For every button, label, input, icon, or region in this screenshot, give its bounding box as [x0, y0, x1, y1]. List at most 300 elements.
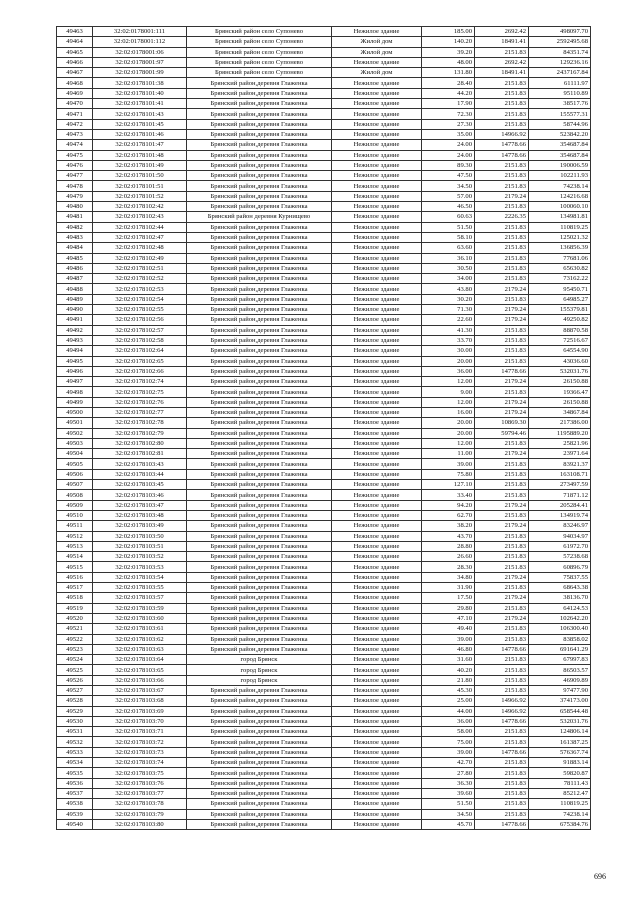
- area-cell: 33.40: [422, 490, 475, 500]
- row-number: 49528: [57, 696, 93, 706]
- cadastral-number-cell: 32:02:0178102:52: [93, 274, 187, 284]
- table-row: [57, 140, 591, 150]
- table-row: [57, 428, 591, 438]
- cadastral-value-cell: 675384.76: [529, 819, 591, 829]
- area-cell: 26.60: [422, 552, 475, 562]
- unit-price-cell: 2151.83: [475, 294, 529, 304]
- address-cell: Брянский район,деревня Глаженка: [187, 603, 332, 613]
- address-cell: Брянский район,деревня Глаженка: [187, 191, 332, 201]
- object-type-cell: Нежилое здание: [332, 541, 422, 551]
- table-row: [57, 253, 591, 263]
- area-cell: 34.50: [422, 181, 475, 191]
- cadastral-value-cell: 95110.89: [529, 88, 591, 98]
- unit-price-cell: 14966.92: [475, 706, 529, 716]
- register-table: [56, 26, 591, 830]
- unit-price-cell: 2151.83: [475, 727, 529, 737]
- row-number: 49498: [57, 387, 93, 397]
- address-cell: Брянский район,деревня Глаженка: [187, 613, 332, 623]
- object-type-cell: Нежилое здание: [332, 809, 422, 819]
- area-cell: 94.20: [422, 500, 475, 510]
- cadastral-number-cell: 32:02:0178103:71: [93, 727, 187, 737]
- row-number: 49524: [57, 655, 93, 665]
- row-number: 49511: [57, 521, 93, 531]
- cadastral-number-cell: 32:02:0178102:53: [93, 284, 187, 294]
- address-cell: Брянский район,деревня Глаженка: [187, 541, 332, 551]
- area-cell: 12.00: [422, 397, 475, 407]
- unit-price-cell: 18491.41: [475, 68, 529, 78]
- object-type-cell: Нежилое здание: [332, 490, 422, 500]
- area-cell: 21.80: [422, 675, 475, 685]
- cadastral-value-cell: 1195889.20: [529, 428, 591, 438]
- row-number: 49539: [57, 809, 93, 819]
- unit-price-cell: 2151.83: [475, 665, 529, 675]
- cadastral-value-cell: 374173.00: [529, 696, 591, 706]
- area-cell: 58.10: [422, 232, 475, 242]
- address-cell: Брянский район,деревня Глаженка: [187, 315, 332, 325]
- cadastral-number-cell: 32:02:0178103:61: [93, 624, 187, 634]
- unit-price-cell: 2151.83: [475, 356, 529, 366]
- cadastral-number-cell: 32:02:0178001:111: [93, 27, 187, 37]
- row-number: 49483: [57, 232, 93, 242]
- object-type-cell: Нежилое здание: [332, 222, 422, 232]
- row-number: 49505: [57, 459, 93, 469]
- address-cell: Брянский район,деревня Глаженка: [187, 758, 332, 768]
- area-cell: 25.00: [422, 696, 475, 706]
- cadastral-value-cell: 85212.47: [529, 788, 591, 798]
- row-number: 49490: [57, 305, 93, 315]
- row-number: 49489: [57, 294, 93, 304]
- table-row: [57, 438, 591, 448]
- cadastral-value-cell: 102211.93: [529, 171, 591, 181]
- address-cell: Брянский район,деревня Глаженка: [187, 644, 332, 654]
- cadastral-value-cell: 163108.71: [529, 469, 591, 479]
- cadastral-number-cell: 32:02:0178103:67: [93, 686, 187, 696]
- area-cell: 39.60: [422, 788, 475, 798]
- address-cell: Брянский район,деревня Глаженка: [187, 99, 332, 109]
- object-type-cell: Нежилое здание: [332, 346, 422, 356]
- cadastral-number-cell: 32:02:0178102:47: [93, 232, 187, 242]
- cadastral-number-cell: 32:02:0178101:43: [93, 109, 187, 119]
- cadastral-value-cell: 95450.71: [529, 284, 591, 294]
- unit-price-cell: 2692.42: [475, 57, 529, 67]
- address-cell: Брянский район,деревня Глаженка: [187, 768, 332, 778]
- cadastral-value-cell: 125021.32: [529, 232, 591, 242]
- cadastral-number-cell: 32:02:0178102:57: [93, 325, 187, 335]
- area-cell: 27.80: [422, 768, 475, 778]
- unit-price-cell: 2179.24: [475, 613, 529, 623]
- row-number: 49471: [57, 109, 93, 119]
- unit-price-cell: 2151.83: [475, 274, 529, 284]
- area-cell: 58.00: [422, 727, 475, 737]
- object-type-cell: Нежилое здание: [332, 655, 422, 665]
- cadastral-value-cell: 124806.14: [529, 727, 591, 737]
- cadastral-value-cell: 110819.25: [529, 222, 591, 232]
- unit-price-cell: 2151.83: [475, 325, 529, 335]
- object-type-cell: Нежилое здание: [332, 263, 422, 273]
- address-cell: Брянский район,деревня Глаженка: [187, 500, 332, 510]
- unit-price-cell: 2151.83: [475, 799, 529, 809]
- object-type-cell: Нежилое здание: [332, 191, 422, 201]
- cadastral-number-cell: 32:02:0178102:65: [93, 356, 187, 366]
- row-number: 49470: [57, 99, 93, 109]
- area-cell: 27.30: [422, 119, 475, 129]
- unit-price-cell: 2151.83: [475, 119, 529, 129]
- area-cell: 131.80: [422, 68, 475, 78]
- address-cell: Брянский район,деревня Глаженка: [187, 583, 332, 593]
- area-cell: 127.10: [422, 480, 475, 490]
- table-row: [57, 727, 591, 737]
- cadastral-value-cell: 691641.29: [529, 644, 591, 654]
- cadastral-value-cell: 86503.57: [529, 665, 591, 675]
- unit-price-cell: 2151.83: [475, 387, 529, 397]
- cadastral-number-cell: 32:02:0178103:47: [93, 500, 187, 510]
- cadastral-number-cell: 32:02:0178102:51: [93, 263, 187, 273]
- area-cell: 51.50: [422, 222, 475, 232]
- object-type-cell: Нежилое здание: [332, 778, 422, 788]
- row-number: 49525: [57, 665, 93, 675]
- table-row: [57, 459, 591, 469]
- cadastral-number-cell: 32:02:0178102:78: [93, 418, 187, 428]
- unit-price-cell: 2179.24: [475, 315, 529, 325]
- object-type-cell: Нежилое здание: [332, 171, 422, 181]
- table-row: [57, 232, 591, 242]
- object-type-cell: Нежилое здание: [332, 57, 422, 67]
- cadastral-number-cell: 32:02:0178103:64: [93, 655, 187, 665]
- object-type-cell: Нежилое здание: [332, 675, 422, 685]
- row-number: 49536: [57, 778, 93, 788]
- table-row: [57, 47, 591, 57]
- row-number: 49537: [57, 788, 93, 798]
- unit-price-cell: 2151.83: [475, 583, 529, 593]
- unit-price-cell: 14778.66: [475, 366, 529, 376]
- address-cell: Брянский район,деревня Глаженка: [187, 819, 332, 829]
- cadastral-number-cell: 32:02:0178102:56: [93, 315, 187, 325]
- address-cell: Брянский район село Супонево: [187, 57, 332, 67]
- object-type-cell: Нежилое здание: [332, 129, 422, 139]
- cadastral-value-cell: 354687.84: [529, 150, 591, 160]
- cadastral-value-cell: 190006.59: [529, 160, 591, 170]
- table-row: [57, 747, 591, 757]
- cadastral-number-cell: 32:02:0178103:43: [93, 459, 187, 469]
- unit-price-cell: 2151.83: [475, 809, 529, 819]
- cadastral-number-cell: 32:02:0178102:58: [93, 335, 187, 345]
- table-row: [57, 407, 591, 417]
- address-cell: Брянский район,деревня Глаженка: [187, 119, 332, 129]
- table-row: [57, 799, 591, 809]
- object-type-cell: Нежилое здание: [332, 500, 422, 510]
- table-row: [57, 716, 591, 726]
- row-number: 49464: [57, 37, 93, 47]
- cadastral-number-cell: 32:02:0178101:50: [93, 171, 187, 181]
- row-number: 49512: [57, 531, 93, 541]
- address-cell: Брянский район,деревня Глаженка: [187, 686, 332, 696]
- area-cell: 46.50: [422, 202, 475, 212]
- unit-price-cell: 14778.66: [475, 716, 529, 726]
- address-cell: Брянский район село Супонево: [187, 47, 332, 57]
- object-type-cell: Нежилое здание: [332, 469, 422, 479]
- object-type-cell: Нежилое здание: [332, 459, 422, 469]
- cadastral-value-cell: 84351.74: [529, 47, 591, 57]
- object-type-cell: Нежилое здание: [332, 716, 422, 726]
- unit-price-cell: 2151.83: [475, 675, 529, 685]
- area-cell: 185.00: [422, 27, 475, 37]
- object-type-cell: Нежилое здание: [332, 737, 422, 747]
- unit-price-cell: 2151.83: [475, 603, 529, 613]
- cadastral-number-cell: 32:02:0178103:76: [93, 778, 187, 788]
- address-cell: Брянский район,деревня Глаженка: [187, 696, 332, 706]
- table-row: [57, 27, 591, 37]
- area-cell: 51.50: [422, 799, 475, 809]
- row-number: 49501: [57, 418, 93, 428]
- area-cell: 38.20: [422, 521, 475, 531]
- address-cell: Брянский район,деревня Глаженка: [187, 521, 332, 531]
- table-row: [57, 387, 591, 397]
- address-cell: Брянский район,деревня Глаженка: [187, 232, 332, 242]
- area-cell: 30.20: [422, 294, 475, 304]
- unit-price-cell: 2151.83: [475, 490, 529, 500]
- table-row: [57, 212, 591, 222]
- table-row: [57, 366, 591, 376]
- cadastral-value-cell: 136856.39: [529, 243, 591, 253]
- object-type-cell: Жилой дом: [332, 47, 422, 57]
- address-cell: Брянский район,деревня Глаженка: [187, 634, 332, 644]
- table-row: [57, 562, 591, 572]
- object-type-cell: Нежилое здание: [332, 140, 422, 150]
- cadastral-number-cell: 32:02:0178103:46: [93, 490, 187, 500]
- object-type-cell: Нежилое здание: [332, 449, 422, 459]
- address-cell: Брянский район,деревня Глаженка: [187, 459, 332, 469]
- address-cell: Брянский район,деревня Глаженка: [187, 809, 332, 819]
- object-type-cell: Нежилое здание: [332, 572, 422, 582]
- row-number: 49467: [57, 68, 93, 78]
- row-number: 49509: [57, 500, 93, 510]
- object-type-cell: Нежилое здание: [332, 253, 422, 263]
- address-cell: Брянский район,деревня Глаженка: [187, 243, 332, 253]
- row-number: 49518: [57, 593, 93, 603]
- cadastral-value-cell: 46909.89: [529, 675, 591, 685]
- address-cell: Брянский район,деревня Глаженка: [187, 799, 332, 809]
- area-cell: 22.60: [422, 315, 475, 325]
- object-type-cell: Нежилое здание: [332, 202, 422, 212]
- cadastral-number-cell: 32:02:0178103:44: [93, 469, 187, 479]
- cadastral-number-cell: 32:02:0178103:57: [93, 593, 187, 603]
- row-number: 49503: [57, 438, 93, 448]
- address-cell: город Брянск: [187, 655, 332, 665]
- table-row: [57, 305, 591, 315]
- object-type-cell: Нежилое здание: [332, 562, 422, 572]
- row-number: 49469: [57, 88, 93, 98]
- unit-price-cell: 2151.83: [475, 459, 529, 469]
- area-cell: 45.30: [422, 686, 475, 696]
- object-type-cell: Нежилое здание: [332, 665, 422, 675]
- cadastral-value-cell: 273497.59: [529, 480, 591, 490]
- unit-price-cell: 14778.66: [475, 140, 529, 150]
- cadastral-number-cell: 32:02:0178101:46: [93, 129, 187, 139]
- row-number: 49496: [57, 366, 93, 376]
- cadastral-number-cell: 32:02:0178102:42: [93, 202, 187, 212]
- row-number: 49473: [57, 129, 93, 139]
- cadastral-number-cell: 32:02:0178103:69: [93, 706, 187, 716]
- address-cell: Брянский район,деревня Глаженка: [187, 418, 332, 428]
- address-cell: Брянский район,деревня Глаженка: [187, 305, 332, 315]
- row-number: 49487: [57, 274, 93, 284]
- cadastral-value-cell: 25821.96: [529, 438, 591, 448]
- row-number: 49478: [57, 181, 93, 191]
- area-cell: 89.30: [422, 160, 475, 170]
- unit-price-cell: 2179.24: [475, 449, 529, 459]
- cadastral-value-cell: 57238.68: [529, 552, 591, 562]
- table-row: [57, 109, 591, 119]
- cadastral-number-cell: 32:02:0178102:48: [93, 243, 187, 253]
- table-row: [57, 809, 591, 819]
- unit-price-cell: 2151.83: [475, 88, 529, 98]
- row-number: 49463: [57, 27, 93, 37]
- table-row: [57, 778, 591, 788]
- area-cell: 39.00: [422, 459, 475, 469]
- address-cell: Брянский район,деревня Глаженка: [187, 480, 332, 490]
- area-cell: 20.00: [422, 356, 475, 366]
- address-cell: Брянский район,деревня Глаженка: [187, 469, 332, 479]
- table-row: [57, 274, 591, 284]
- unit-price-cell: 2151.83: [475, 109, 529, 119]
- cadastral-value-cell: 124216.68: [529, 191, 591, 201]
- table-row: [57, 469, 591, 479]
- unit-price-cell: 14966.92: [475, 129, 529, 139]
- cadastral-value-cell: 88870.58: [529, 325, 591, 335]
- unit-price-cell: 14778.66: [475, 819, 529, 829]
- table-row: [57, 510, 591, 520]
- address-cell: Брянский район,деревня Глаженка: [187, 202, 332, 212]
- object-type-cell: Нежилое здание: [332, 603, 422, 613]
- cadastral-value-cell: 61972.70: [529, 541, 591, 551]
- area-cell: 33.70: [422, 335, 475, 345]
- cadastral-number-cell: 32:02:0178103:55: [93, 583, 187, 593]
- address-cell: Брянский район,деревня Глаженка: [187, 562, 332, 572]
- area-cell: 39.20: [422, 47, 475, 57]
- unit-price-cell: 2179.24: [475, 500, 529, 510]
- address-cell: Брянский район,деревня Глаженка: [187, 747, 332, 757]
- object-type-cell: Нежилое здание: [332, 613, 422, 623]
- cadastral-number-cell: 32:02:0178103:53: [93, 562, 187, 572]
- cadastral-number-cell: 32:02:0178102:81: [93, 449, 187, 459]
- area-cell: 71.30: [422, 305, 475, 315]
- table-row: [57, 88, 591, 98]
- object-type-cell: Нежилое здание: [332, 387, 422, 397]
- table-row: [57, 665, 591, 675]
- row-number: 49468: [57, 78, 93, 88]
- table-row: [57, 356, 591, 366]
- cadastral-number-cell: 32:02:0178102:43: [93, 212, 187, 222]
- area-cell: 20.00: [422, 428, 475, 438]
- unit-price-cell: 2151.83: [475, 758, 529, 768]
- table-row: [57, 243, 591, 253]
- row-number: 49523: [57, 644, 93, 654]
- cadastral-value-cell: 64985.27: [529, 294, 591, 304]
- object-type-cell: Нежилое здание: [332, 232, 422, 242]
- unit-price-cell: 2151.83: [475, 171, 529, 181]
- object-type-cell: Нежилое здание: [332, 583, 422, 593]
- cadastral-number-cell: 32:02:0178102:74: [93, 377, 187, 387]
- area-cell: 30.50: [422, 263, 475, 273]
- address-cell: Брянский район,деревня Глаженка: [187, 716, 332, 726]
- cadastral-number-cell: 32:02:0178102:77: [93, 407, 187, 417]
- object-type-cell: Нежилое здание: [332, 727, 422, 737]
- cadastral-value-cell: 83246.97: [529, 521, 591, 531]
- object-type-cell: Нежилое здание: [332, 356, 422, 366]
- row-number: 49476: [57, 160, 93, 170]
- object-type-cell: Нежилое здание: [332, 315, 422, 325]
- area-cell: 28.40: [422, 78, 475, 88]
- address-cell: Брянский район,деревня Глаженка: [187, 397, 332, 407]
- row-number: 49486: [57, 263, 93, 273]
- cadastral-number-cell: 32:02:0178103:80: [93, 819, 187, 829]
- area-cell: 36.30: [422, 778, 475, 788]
- row-number: 49535: [57, 768, 93, 778]
- area-cell: 140.20: [422, 37, 475, 47]
- area-cell: 28.30: [422, 562, 475, 572]
- table-row: [57, 655, 591, 665]
- table-row: [57, 500, 591, 510]
- unit-price-cell: 2151.83: [475, 788, 529, 798]
- cadastral-number-cell: 32:02:0178102:66: [93, 366, 187, 376]
- cadastral-value-cell: 2592495.68: [529, 37, 591, 47]
- unit-price-cell: 2179.24: [475, 397, 529, 407]
- area-cell: 45.70: [422, 819, 475, 829]
- cadastral-value-cell: 23971.64: [529, 449, 591, 459]
- object-type-cell: Нежилое здание: [332, 109, 422, 119]
- unit-price-cell: 14966.92: [475, 696, 529, 706]
- table-row: [57, 552, 591, 562]
- address-cell: Брянский район деревня Курнищево: [187, 212, 332, 222]
- row-number: 49516: [57, 572, 93, 582]
- unit-price-cell: 2151.83: [475, 78, 529, 88]
- object-type-cell: Нежилое здание: [332, 212, 422, 222]
- cadastral-value-cell: 65630.82: [529, 263, 591, 273]
- cadastral-number-cell: 32:02:0178101:48: [93, 150, 187, 160]
- row-number: 49481: [57, 212, 93, 222]
- cadastral-number-cell: 32:02:0178103:45: [93, 480, 187, 490]
- table-row: [57, 613, 591, 623]
- register-table-body: [57, 27, 591, 830]
- row-number: 49538: [57, 799, 93, 809]
- row-number: 49530: [57, 716, 93, 726]
- unit-price-cell: 2179.24: [475, 521, 529, 531]
- address-cell: Брянский район село Супонево: [187, 27, 332, 37]
- address-cell: Брянский район,деревня Глаженка: [187, 387, 332, 397]
- object-type-cell: Жилой дом: [332, 37, 422, 47]
- area-cell: 35.00: [422, 129, 475, 139]
- area-cell: 11.00: [422, 449, 475, 459]
- address-cell: Брянский район,деревня Глаженка: [187, 284, 332, 294]
- address-cell: Брянский район,деревня Глаженка: [187, 150, 332, 160]
- row-number: 49493: [57, 335, 93, 345]
- unit-price-cell: 14778.66: [475, 747, 529, 757]
- address-cell: Брянский район,деревня Глаженка: [187, 253, 332, 263]
- table-row: [57, 335, 591, 345]
- cadastral-value-cell: 83858.02: [529, 634, 591, 644]
- unit-price-cell: 2151.83: [475, 99, 529, 109]
- cadastral-value-cell: 106300.40: [529, 624, 591, 634]
- cadastral-value-cell: 83921.37: [529, 459, 591, 469]
- table-row: [57, 634, 591, 644]
- cadastral-number-cell: 32:02:0178102:55: [93, 305, 187, 315]
- unit-price-cell: 2226.35: [475, 212, 529, 222]
- row-number: 49485: [57, 253, 93, 263]
- table-row: [57, 583, 591, 593]
- object-type-cell: Нежилое здание: [332, 150, 422, 160]
- row-number: 49482: [57, 222, 93, 232]
- area-cell: 20.00: [422, 418, 475, 428]
